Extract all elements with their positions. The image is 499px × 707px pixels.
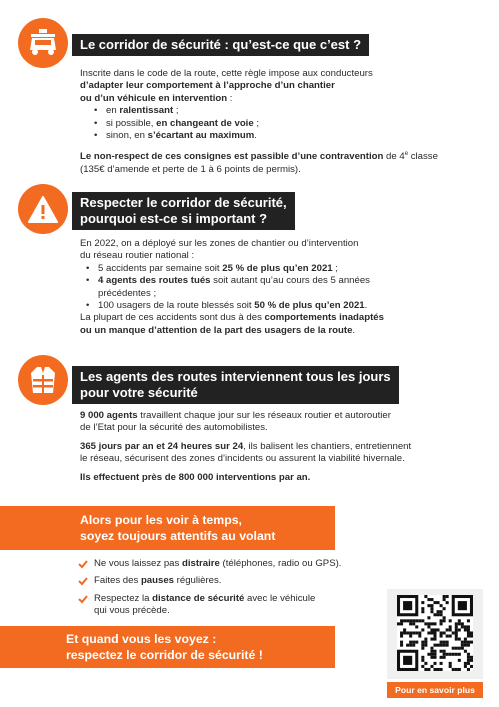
section3-body: 9 000 agents travaillent chaque jour sur les réseaux routier et autoroutier de l’Etat pour la sécurité des automobilistes. 365 jours par an et 24 heures sur 24, ils balisent les chantiers, entretiennent le réseau, sécurisent des zones d’incidents ou assurent la viabilité hivernale. Ils effectuent près de 800 000 interventions par an.: [80, 410, 412, 483]
alert-band-1: Alors pour les voir à temps, soyez toujours attentifs au volant: [0, 506, 335, 550]
section2-title: Respecter le corridor de sécurité, pourquoi est-ce si important ?: [72, 192, 295, 230]
check-icon: [78, 576, 88, 586]
list-item: • sinon, en s’écartant au maximum.: [80, 130, 480, 142]
section1-list: [80, 105, 480, 142]
section3-title: Les agents des routes interviennent tous les jours pour votre sécurité: [72, 366, 399, 404]
qr-code-icon[interactable]: [397, 595, 473, 671]
list-item: Faites des pauses régulières.: [78, 575, 378, 587]
roadworks-vehicle-icon: [18, 18, 68, 68]
section1-penalty: Le non-respect de ces consignes est passible d’une contravention de 4e classe: [80, 151, 438, 163]
checklist: [78, 558, 378, 618]
list-item: • en ralentissant ;: [80, 105, 480, 117]
safety-vest-icon: [18, 355, 68, 405]
section2-conclusion: La plupart de ces accidents sont dus à des comportements inadaptés: [80, 312, 384, 324]
list-item: • 100 usagers de la route blessés soit 50 % de plus qu’en 2021.: [80, 300, 485, 312]
list-item: • 5 accidents par semaine soit 25 % de plus qu’en 2021 ;: [80, 263, 485, 275]
section1-title: Le corridor de sécurité : qu’est-ce que c’est ?: [72, 34, 369, 56]
section2-list: [80, 263, 485, 313]
qr-panel[interactable]: [387, 589, 483, 679]
warning-icon: [18, 184, 68, 234]
check-icon: [78, 559, 88, 569]
list-item: • si possible, en changeant de voie ;: [80, 118, 480, 130]
section1-intro: Inscrite dans le code de la route, cette règle impose aux conducteurs: [80, 68, 373, 79]
list-item: • 4 agents des routes tués soit autant qu’au cours des 5 années précédentes ;: [80, 275, 485, 300]
section2-body: En 2022, on a déployé sur les zones de chantier ou d’intervention du réseau routier national : • 5 accidents par semaine soit 25 % de plus qu’en 2021 ; • 4 agents des routes tués soit autant qu’au cours des 5 années précédentes ; • 100 usagers de la route blessés soit 50 % de plus qu’en 2021. La plupart de ces accidents sont dus à des comportements inadaptés ou un manque d’attention de la part des usagers de la route.: [80, 238, 485, 337]
more-info-label[interactable]: Pour en savoir plus: [387, 682, 483, 698]
list-item: Respectez la distance de sécurité avec le véhicule qui vous précède.: [78, 593, 378, 618]
check-icon: [78, 594, 88, 604]
alert-band-2: Et quand vous les voyez : respectez le corridor de sécurité !: [0, 626, 335, 668]
section1-body: Inscrite dans le code de la route, cette règle impose aux conducteurs d’adapter leur comportement à l’approche d’un chantier ou d’un véhicule en intervention : • en ralentissant ; • si possible, en changeant de voie ; • sinon, en s’écartant au maximum. Le non-respect de ces consignes est passible d’une contravention de 4e classe (135€ d’amende et perte de 1 à 6 points de permis).: [80, 68, 480, 176]
list-item: Ne vous laissez pas distraire (téléphones, radio ou GPS).: [78, 558, 378, 570]
